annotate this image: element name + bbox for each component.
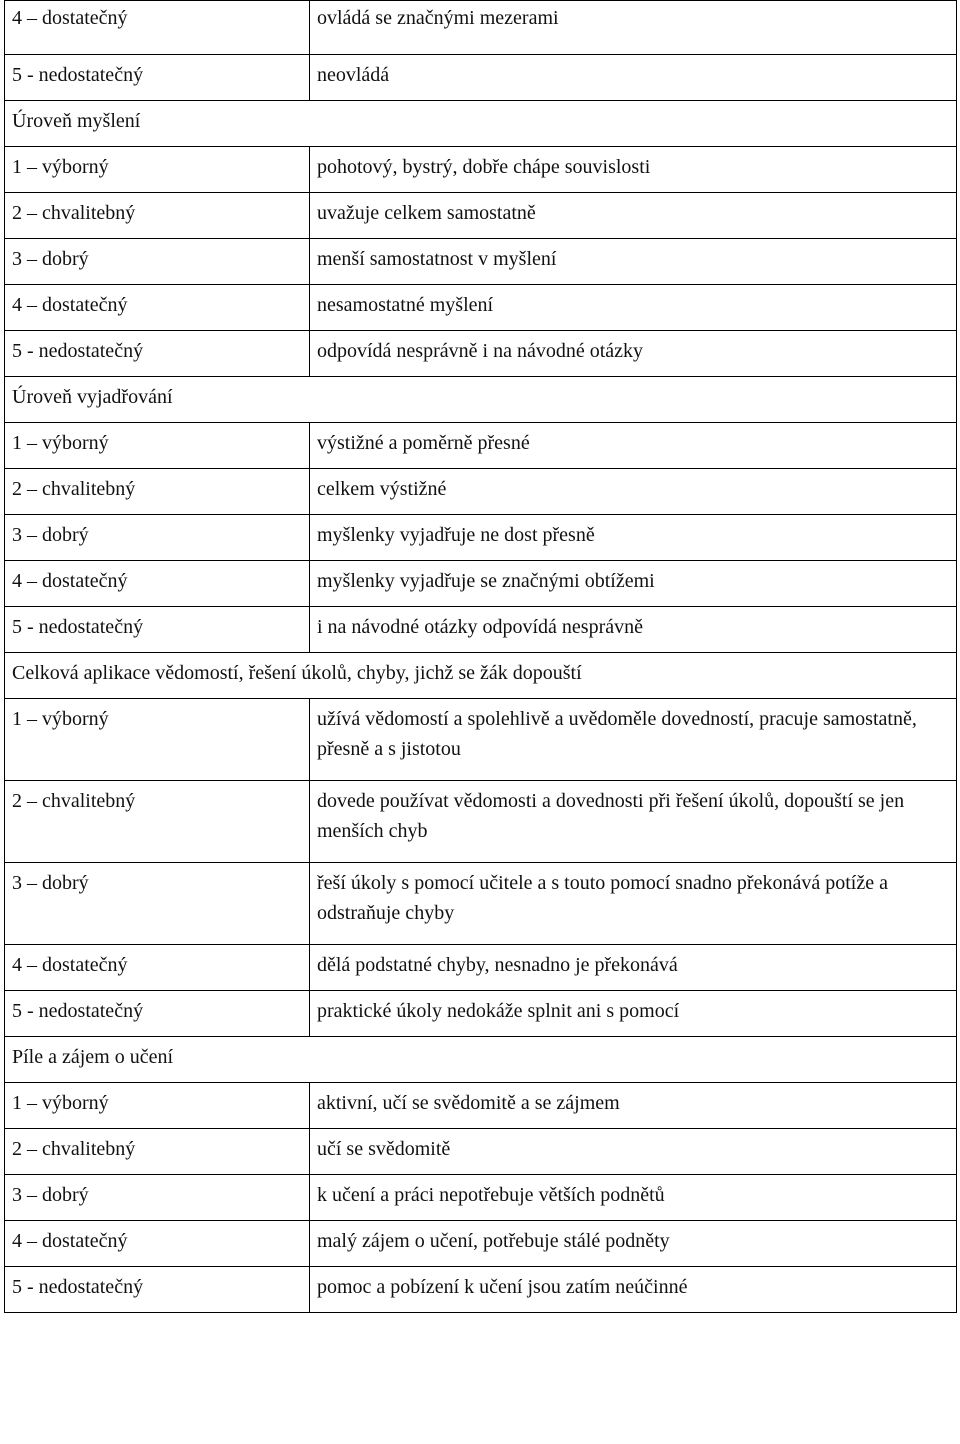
grade-row	[5, 863, 957, 945]
grade-row	[5, 331, 957, 377]
grade-description: řeší úkoly s pomocí učitele a s touto pomocí snadno překonává potíže a odstraňuje chyby	[310, 863, 957, 945]
grade-description: dovede používat vědomosti a dovednosti při řešení úkolů, dopouští se jen menších chyb	[310, 781, 957, 863]
grade-description: malý zájem o učení, potřebuje stálé podněty	[310, 1221, 957, 1267]
grade-row	[5, 1129, 957, 1175]
grade-row	[5, 561, 957, 607]
grade-description: uvažuje celkem samostatně	[310, 193, 957, 239]
grade-label: 3 – dobrý	[5, 1175, 310, 1221]
grade-label: 1 – výborný	[5, 423, 310, 469]
grade-label: 5 - nedostatečný	[5, 607, 310, 653]
grade-description: užívá vědomostí a spolehlivě a uvědoměle dovedností, pracuje samostatně, přesně a s jistotou	[310, 699, 957, 781]
grade-description: pomoc a pobízení k učení jsou zatím neúčinné	[310, 1267, 957, 1313]
grade-row	[5, 515, 957, 561]
grade-row	[5, 1221, 957, 1267]
grade-row	[5, 699, 957, 781]
grade-row	[5, 781, 957, 863]
grade-row	[5, 1083, 957, 1129]
grading-table-body	[5, 1, 957, 1313]
grade-label: 2 – chvalitebný	[5, 781, 310, 863]
grade-description: k učení a práci nepotřebuje větších podnětů	[310, 1175, 957, 1221]
section-title: Celková aplikace vědomostí, řešení úkolů, chyby, jichž se žák dopouští	[5, 653, 957, 699]
grade-row	[5, 991, 957, 1037]
grade-label: 1 – výborný	[5, 1083, 310, 1129]
grade-description: nesamostatné myšlení	[310, 285, 957, 331]
grade-row	[5, 607, 957, 653]
grade-label: 3 – dobrý	[5, 515, 310, 561]
section-header-row	[5, 1037, 957, 1083]
section-header-row	[5, 377, 957, 423]
grade-label: 4 – dostatečný	[5, 1, 310, 55]
section-header-row	[5, 101, 957, 147]
grade-row	[5, 945, 957, 991]
grade-description: i na návodné otázky odpovídá nesprávně	[310, 607, 957, 653]
section-header-row	[5, 653, 957, 699]
grade-description: výstižné a poměrně přesné	[310, 423, 957, 469]
grade-description: myšlenky vyjadřuje ne dost přesně	[310, 515, 957, 561]
grade-label: 4 – dostatečný	[5, 285, 310, 331]
grade-description: odpovídá nesprávně i na návodné otázky	[310, 331, 957, 377]
grade-description: učí se svědomitě	[310, 1129, 957, 1175]
grade-description: pohotový, bystrý, dobře chápe souvislosti	[310, 147, 957, 193]
grade-row	[5, 147, 957, 193]
grade-description: myšlenky vyjadřuje se značnými obtížemi	[310, 561, 957, 607]
grade-description: dělá podstatné chyby, nesnadno je překonává	[310, 945, 957, 991]
grade-label: 4 – dostatečný	[5, 945, 310, 991]
grading-table	[4, 0, 957, 1313]
grade-row	[5, 239, 957, 285]
grade-row	[5, 1, 957, 55]
grade-description: aktivní, učí se svědomitě a se zájmem	[310, 1083, 957, 1129]
grade-row	[5, 1267, 957, 1313]
grade-label: 1 – výborný	[5, 699, 310, 781]
section-title: Píle a zájem o učení	[5, 1037, 957, 1083]
grade-label: 3 – dobrý	[5, 239, 310, 285]
section-title: Úroveň myšlení	[5, 101, 957, 147]
grade-label: 3 – dobrý	[5, 863, 310, 945]
section-title: Úroveň vyjadřování	[5, 377, 957, 423]
grade-description: praktické úkoly nedokáže splnit ani s pomocí	[310, 991, 957, 1037]
grade-row	[5, 423, 957, 469]
grade-row	[5, 1175, 957, 1221]
grade-label: 5 - nedostatečný	[5, 1267, 310, 1313]
grade-description: ovládá se značnými mezerami	[310, 1, 957, 55]
grade-label: 5 - nedostatečný	[5, 55, 310, 101]
grade-label: 5 - nedostatečný	[5, 331, 310, 377]
grade-description: neovládá	[310, 55, 957, 101]
grade-label: 2 – chvalitebný	[5, 1129, 310, 1175]
grade-row	[5, 469, 957, 515]
grade-row	[5, 55, 957, 101]
grade-row	[5, 285, 957, 331]
grade-label: 2 – chvalitebný	[5, 193, 310, 239]
grade-label: 4 – dostatečný	[5, 561, 310, 607]
grade-description: celkem výstižné	[310, 469, 957, 515]
grade-label: 2 – chvalitebný	[5, 469, 310, 515]
grade-description: menší samostatnost v myšlení	[310, 239, 957, 285]
grade-row	[5, 193, 957, 239]
grade-label: 1 – výborný	[5, 147, 310, 193]
grade-label: 5 - nedostatečný	[5, 991, 310, 1037]
grade-label: 4 – dostatečný	[5, 1221, 310, 1267]
